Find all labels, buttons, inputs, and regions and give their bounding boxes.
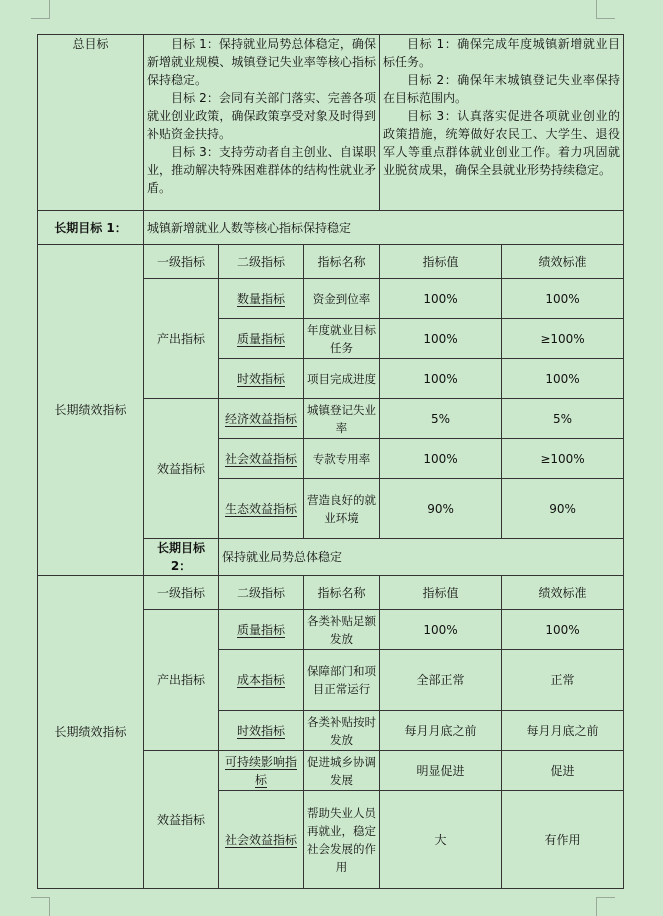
level2-cell: 时效指标: [236, 371, 285, 386]
goal2-header-standard: 绩效标准: [502, 576, 624, 610]
standard-cell: 100%: [502, 279, 624, 319]
indicator-value-cell: 大: [380, 791, 502, 889]
level2-cell: 质量指标: [236, 622, 285, 637]
overall-left-goal-1: 目标 1：保持就业局势总体稳定，确保新增就业规模、城镇登记失业率等核心指标保持稳定。: [147, 37, 377, 87]
standard-cell: 100%: [502, 359, 624, 399]
indicator-name-cell: 营造良好的就业环境: [304, 479, 380, 539]
indicator-value-cell: 100%: [380, 279, 502, 319]
standard-cell: 每月月底之前: [502, 711, 624, 751]
indicator-name-cell: 项目完成进度: [304, 359, 380, 399]
indicator-value-cell: 明显促进: [380, 751, 502, 791]
goal1-title-row: [38, 211, 624, 245]
indicator-name-cell: 各类补贴按时发放: [304, 711, 380, 751]
indicator-value-cell: 90%: [380, 479, 502, 539]
standard-cell: ≥100%: [502, 439, 624, 479]
goal2-benefit-label: 效益指标: [144, 751, 219, 889]
goal1-output-label: 产出指标: [144, 279, 219, 399]
level2-cell: 社会效益指标: [224, 832, 297, 847]
goal2-header-name: 指标名称: [304, 576, 380, 610]
level2-cell: 经济效益指标: [224, 411, 297, 426]
standard-cell: 有作用: [502, 791, 624, 889]
overall-goal-left: [144, 35, 380, 211]
goal2-header-row: [38, 576, 624, 610]
overall-left-goal-2: 目标 2：会同有关部门落实、完善各项就业创业政策，确保政策享受对象及时得到补贴资金扶持。: [147, 91, 377, 141]
level2-cell: 质量指标: [236, 331, 285, 346]
goal2-label: 长期目标 2：: [144, 539, 219, 576]
goal2-header-value: 指标值: [380, 576, 502, 610]
standard-cell: 90%: [502, 479, 624, 539]
indicator-value-cell: 每月月底之前: [380, 711, 502, 751]
overall-goal-right: [380, 35, 624, 211]
standard-cell: 100%: [502, 610, 624, 650]
indicator-name-cell: 保障部门和项目正常运行: [304, 650, 380, 711]
indicator-value-cell: 100%: [380, 439, 502, 479]
goal2-output-label: 产出指标: [144, 610, 219, 751]
standard-cell: 正常: [502, 650, 624, 711]
indicator-value-cell: 100%: [380, 610, 502, 650]
crop-mark-bottom-right: [596, 897, 615, 916]
level2-cell: 社会效益指标: [224, 451, 297, 466]
goal1-section-label: 长期绩效指标: [38, 245, 144, 576]
goal1-text: 城镇新增就业人数等核心指标保持稳定: [144, 211, 624, 245]
level2-cell: 成本指标: [236, 673, 285, 687]
indicator-value-cell: 100%: [380, 359, 502, 399]
overall-right-goal-3: 目标 3：认真落实促进各项就业创业的政策措施，统筹做好农民工、大学生、退役军人等重点群体就业创业工作。着力巩固就业脱贫成果，确保全县就业形势持续稳定。: [383, 109, 621, 177]
goal1-header-name: 指标名称: [304, 245, 380, 279]
standard-cell: 5%: [502, 399, 624, 439]
overall-goal-label: 总目标: [38, 35, 144, 211]
indicator-value-cell: 100%: [380, 319, 502, 359]
overall-left-goal-3: 目标 3：支持劳动者自主创业、自谋职业，推动解决特殊困难群体的结构性就业矛盾。: [147, 145, 377, 195]
indicator-name-cell: 专款专用率: [304, 439, 380, 479]
crop-mark-top-right: [596, 0, 615, 19]
level2-cell: 可持续影响指标: [224, 754, 297, 787]
goal1-header-row: [38, 245, 624, 279]
indicator-value-cell: 全部正常: [380, 650, 502, 711]
goal2-section-label: 长期绩效指标: [38, 576, 144, 889]
indicator-name-cell: 资金到位率: [304, 279, 380, 319]
indicator-name-cell: 城镇登记失业率: [304, 399, 380, 439]
standard-cell: 促进: [502, 751, 624, 791]
level2-cell: 数量指标: [236, 291, 285, 306]
goal2-text: 保持就业局势总体稳定: [219, 539, 624, 576]
goal1-header-level2: 二级指标: [219, 245, 304, 279]
indicator-name-cell: 帮助失业人员再就业，稳定社会发展的作用: [304, 791, 380, 889]
indicator-name-cell: 年度就业目标任务: [304, 319, 380, 359]
overall-goal-row: [38, 35, 624, 211]
goal2-header-level1: 一级指标: [144, 576, 219, 610]
standard-cell: ≥100%: [502, 319, 624, 359]
level2-cell: 时效指标: [236, 723, 285, 738]
performance-goals-table: [37, 34, 624, 889]
goal2-header-level2: 二级指标: [219, 576, 304, 610]
indicator-value-cell: 5%: [380, 399, 502, 439]
indicator-name-cell: 各类补贴足额发放: [304, 610, 380, 650]
goal1-header-standard: 绩效标准: [502, 245, 624, 279]
goal1-header-level1: 一级指标: [144, 245, 219, 279]
overall-right-goal-1: 目标 1：确保完成年度城镇新增就业目标任务。: [383, 37, 621, 69]
crop-mark-bottom-left: [31, 897, 50, 916]
goal1-header-value: 指标值: [380, 245, 502, 279]
indicator-name-cell: 促进城乡协调发展: [304, 751, 380, 791]
level2-cell: 生态效益指标: [224, 501, 297, 516]
crop-mark-top-left: [31, 0, 50, 19]
goal1-benefit-label: 效益指标: [144, 399, 219, 539]
goal1-label: 长期目标 1：: [38, 211, 144, 245]
overall-right-goal-2: 目标 2：确保年末城镇登记失业率保持在目标范围内。: [383, 73, 621, 105]
